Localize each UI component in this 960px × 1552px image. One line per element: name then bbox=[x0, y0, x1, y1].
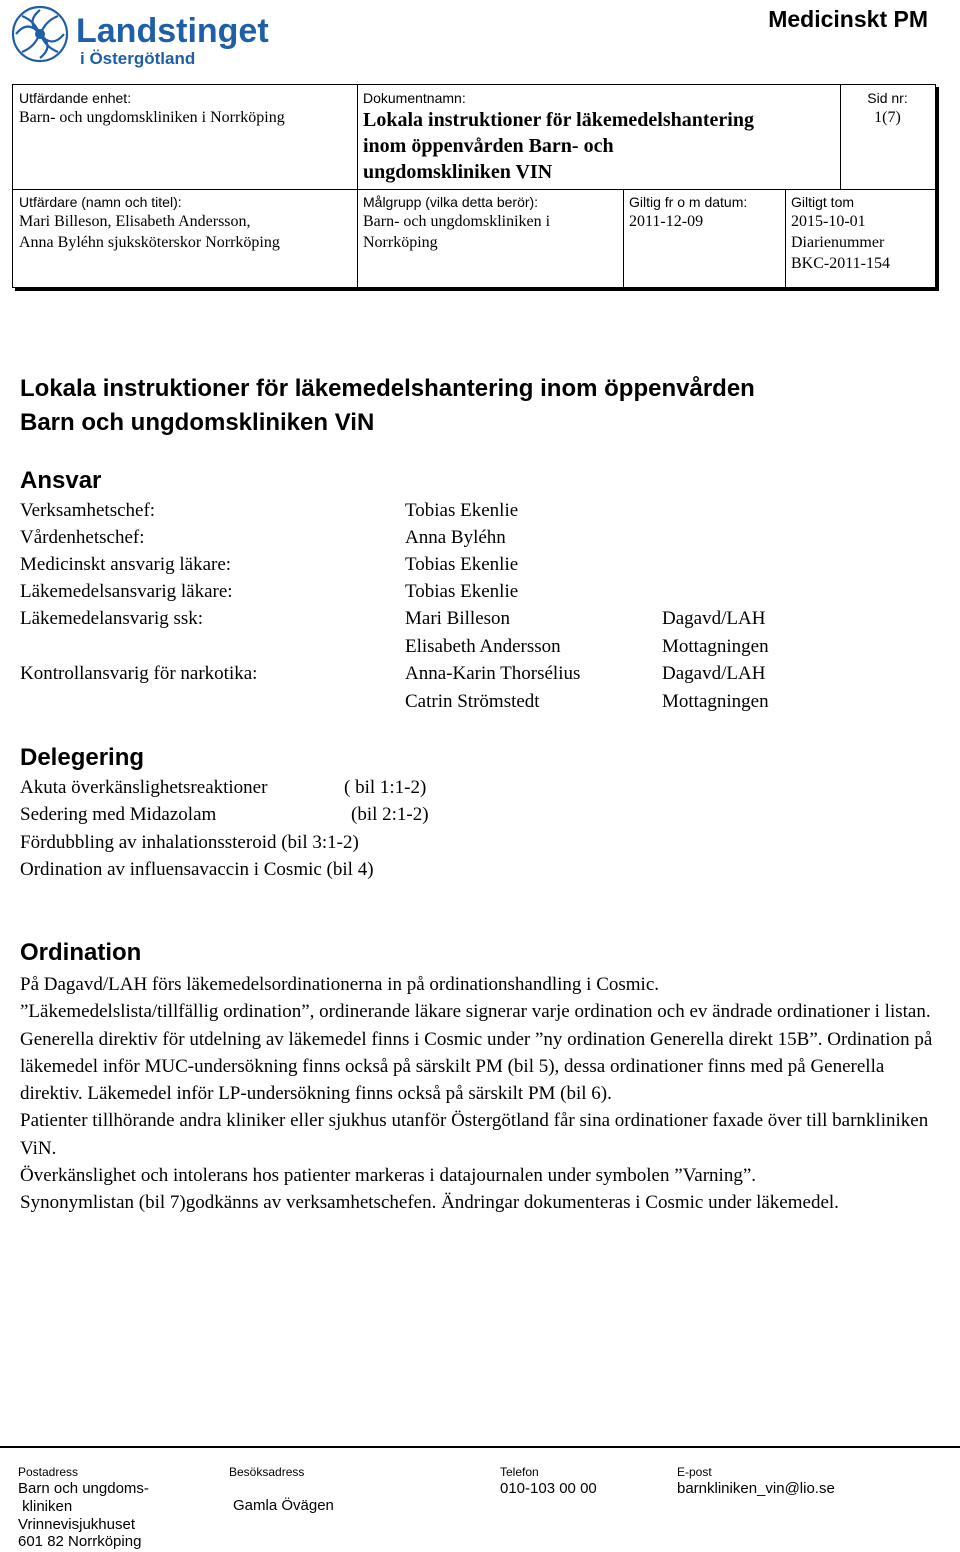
valid-from-value: 2011-12-09 bbox=[629, 213, 704, 230]
issuer-line2: Anna Byléhn sjuksköterskor Norrköping bbox=[19, 234, 280, 251]
diary-number-label: Diarienummer bbox=[791, 234, 885, 251]
page-number-label: Sid nr: bbox=[867, 90, 908, 106]
issuer-label: Utfärdare (namn och titel): bbox=[19, 194, 182, 210]
ordination-paragraph: Patienter tillhörande andra kliniker eller sjukhus utanför Östergötland får sina ordinationer faxade över till barnkliniken ViN. bbox=[20, 1110, 929, 1159]
audience-label: Målgrupp (vilka detta berör): bbox=[363, 194, 539, 210]
document-info-table bbox=[12, 84, 936, 288]
footer-postal-line1: Barn och ungdoms- bbox=[18, 1480, 149, 1497]
valid-to-value: 2015-10-01 bbox=[791, 213, 866, 230]
delegering-item: Ordination av influensavaccin i Cosmic (bil 4) bbox=[20, 859, 374, 880]
doc-name-line3: ungdomskliniken VIN bbox=[363, 161, 553, 183]
ansvar-unit: Mottagningen bbox=[662, 636, 769, 657]
issuing-unit-cell bbox=[13, 85, 357, 189]
ansvar-name: Mari Billeson bbox=[405, 608, 511, 629]
valid-to-cell bbox=[785, 189, 935, 287]
footer-email-link[interactable]: barnkliniken_vin@lio.se bbox=[677, 1480, 835, 1497]
delegering-ref: ( bil 1:1-2) bbox=[344, 777, 427, 798]
footer-email-label: E-post bbox=[677, 1465, 712, 1479]
ansvar-name: Tobias Ekenlie bbox=[405, 554, 519, 575]
ansvar-name: Tobias Ekenlie bbox=[405, 500, 519, 521]
footer-visit-label: Besöksadress bbox=[229, 1465, 305, 1479]
delegering-ref: (bil 2:1-2) bbox=[351, 804, 429, 825]
ordination-text bbox=[20, 971, 940, 1217]
ansvar-role: Verksamhetschef: bbox=[20, 500, 156, 521]
ansvar-role: Medicinskt ansvarig läkare: bbox=[20, 554, 232, 575]
ordination-paragraph: Överkänslighet och intolerans hos patienter markeras i datajournalen under symbolen ”Varning”. bbox=[20, 1165, 757, 1187]
delegering-item: Akuta överkänslighetsreaktioner bbox=[20, 777, 268, 798]
doc-name-cell bbox=[357, 85, 840, 189]
ansvar-name: Tobias Ekenlie bbox=[405, 581, 519, 602]
section-heading-delegering: Delegering bbox=[20, 744, 145, 771]
logo-emblem-icon bbox=[10, 4, 300, 70]
doc-name-label: Dokumentnamn: bbox=[363, 90, 466, 106]
page-number-cell bbox=[840, 85, 935, 189]
page-title-line2: Barn och ungdomskliniken ViN bbox=[20, 409, 375, 436]
doc-name-line1: Lokala instruktioner för läkemedelshantering bbox=[363, 109, 754, 131]
section-heading-ansvar: Ansvar bbox=[20, 467, 102, 494]
footer-postal-label: Postadress bbox=[18, 1465, 79, 1479]
ordination-paragraph: Generella direktiv för utdelning av läkemedel finns i Cosmic under ”ny ordination Generella direkt 15B”. Ordination på läkemedel inför MUC-undersökning finns också på särskilt PM (bil 5), dessa ordinationer finns med på Generella direktiv. Läkemedel inför LP-undersökning finns också på särskilt PM (bil 6). bbox=[20, 1028, 933, 1105]
diary-number-value: BKC-2011-154 bbox=[791, 255, 890, 272]
footer-postal-line2: kliniken bbox=[18, 1498, 73, 1515]
valid-from-cell bbox=[623, 189, 785, 287]
issuer-line1: Mari Billeson, Elisabeth Andersson, bbox=[19, 213, 251, 230]
document-type: Medicinskt PM bbox=[768, 6, 928, 32]
ansvar-name: Anna-Karin Thorsélius bbox=[405, 663, 581, 684]
issuing-unit-value: Barn- och ungdomskliniken i Norrköping bbox=[19, 109, 285, 126]
footer-postal-line4: 601 82 Norrköping bbox=[18, 1533, 142, 1550]
landstinget-logo bbox=[10, 4, 300, 70]
footer-phone-label: Telefon bbox=[500, 1465, 539, 1479]
logo-text-line1: Landstinget bbox=[76, 12, 269, 50]
footer-postal-line3: Vrinnevisjukhuset bbox=[18, 1516, 136, 1533]
ansvar-role: Läkemedelansvarig ssk: bbox=[20, 608, 204, 629]
ansvar-unit: Dagavd/LAH bbox=[662, 663, 766, 684]
footer-phone-value: 010-103 00 00 bbox=[500, 1480, 597, 1497]
ordination-paragraph: Synonymlistan (bil 7)godkänns av verksamhetschefen. Ändringar dokumenteras i Cosmic under läkemedel. bbox=[20, 1192, 839, 1214]
ansvar-role: Kontrollansvarig för narkotika: bbox=[20, 663, 258, 684]
ansvar-unit: Dagavd/LAH bbox=[662, 608, 766, 629]
page-title bbox=[20, 372, 940, 440]
audience-line2: Norrköping bbox=[363, 234, 438, 251]
delegering-item: Sedering med Midazolam bbox=[20, 804, 217, 825]
footer-divider bbox=[0, 1446, 960, 1448]
ansvar-role: Vårdenhetschef: bbox=[20, 527, 145, 548]
valid-to-label: Giltigt tom bbox=[791, 194, 855, 210]
doc-name-line2: inom öppenvården Barn- och bbox=[363, 135, 614, 157]
audience-line1: Barn- och ungdomskliniken i bbox=[363, 213, 551, 230]
ordination-paragraph: På Dagavd/LAH förs läkemedelsordinationerna in på ordinationshandling i Cosmic. bbox=[20, 974, 659, 995]
ordination-paragraph: ”Läkemedelslista/tillfällig ordination”, ordinerande läkare signerar varje ordination och ev ändrade ordinationer i listan. bbox=[20, 1001, 931, 1023]
ansvar-unit: Mottagningen bbox=[662, 691, 769, 712]
section-heading-ordination: Ordination bbox=[20, 939, 142, 966]
ansvar-name: Catrin Strömstedt bbox=[405, 691, 540, 712]
audience-cell bbox=[357, 189, 623, 287]
page-title-line1: Lokala instruktioner för läkemedelshantering inom öppenvården bbox=[20, 375, 755, 402]
delegering-item: Fördubbling av inhalationssteroid (bil 3:1-2) bbox=[20, 832, 359, 853]
ansvar-role: Läkemedelsansvarig läkare: bbox=[20, 581, 233, 602]
logo-text-line2: i Östergötland bbox=[80, 49, 196, 68]
footer-visit-value: Gamla Övägen bbox=[233, 1497, 334, 1514]
ansvar-name: Elisabeth Andersson bbox=[405, 636, 561, 657]
issuing-unit-label: Utfärdande enhet: bbox=[19, 90, 132, 106]
issuer-cell bbox=[13, 189, 357, 287]
valid-from-label: Giltig fr o m datum: bbox=[629, 194, 748, 210]
page-number-value: 1(7) bbox=[874, 109, 901, 126]
ansvar-name: Anna Byléhn bbox=[405, 527, 506, 548]
